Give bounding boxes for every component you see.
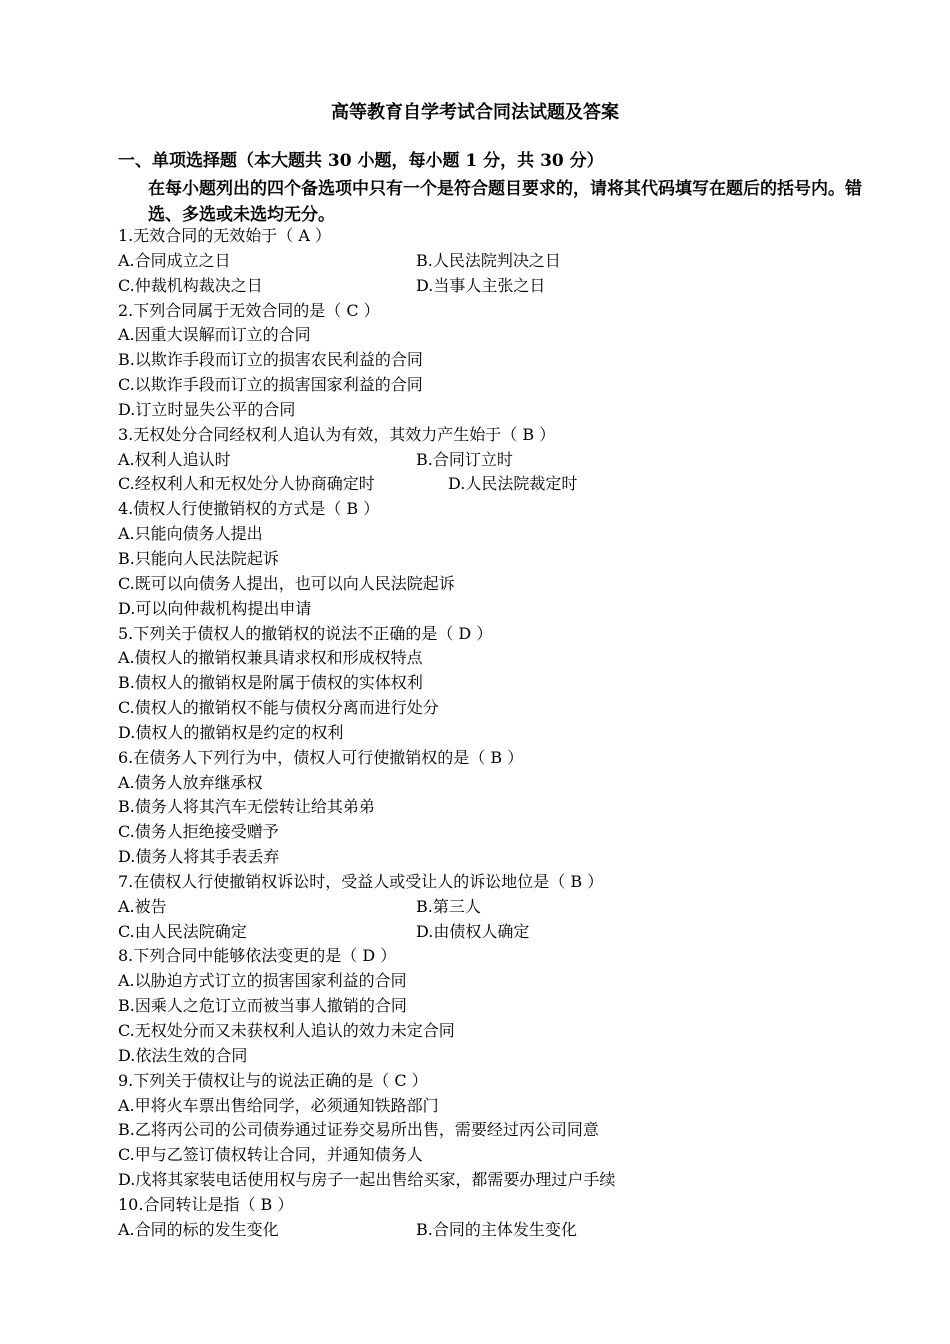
- option-c: C.经权利人和无权处分人协商确定时: [118, 474, 375, 494]
- option-b: B.因乘人之危订立而被当事人撤销的合同: [118, 996, 407, 1016]
- option-d: D.债权人的撤销权是约定的权利: [118, 722, 344, 742]
- option-b: B.只能向人民法院起诉: [118, 548, 279, 568]
- option-b: B.债务人将其汽车无偿转让给其弟弟: [118, 797, 375, 817]
- option-row: [118, 249, 898, 274]
- option-d: D.戊将其家装电话使用权与房子一起出售给买家，都需要办理过户手续: [118, 1170, 616, 1190]
- option-d: D.人民法院裁定时: [448, 474, 578, 494]
- emphasis-char: 正: [373, 623, 390, 643]
- option-a: A.权利人追认时: [118, 449, 231, 469]
- page-title: 高等教育自学考试合同法试题及答案: [331, 102, 619, 123]
- option-d: D.债务人将其手表丢弃: [118, 847, 280, 867]
- option-d: D.订立时显失公平的合同: [118, 399, 296, 419]
- option-c: C.债权人的撤销权不能与债权分离而进行处分: [118, 698, 439, 718]
- option-b: B.乙将丙公司的公司债券通过证券交易所出售，需要经过丙公司同意: [118, 1120, 599, 1140]
- option-a: A.因重大误解而订立的合同: [118, 325, 311, 345]
- option-a: A.合同成立之日: [118, 250, 231, 270]
- option-a: A.以胁迫方式订立的损害国家利益的合同: [118, 971, 407, 991]
- section-heading: 一、单项选择题（本大题共 30 小题，每小题 1 分，共 30 分）: [118, 151, 604, 171]
- option-b: B.债权人的撤销权是附属于债权的实体权利: [118, 673, 423, 693]
- option-row: [118, 920, 898, 945]
- option-c: C.仲裁机构裁决之日: [118, 275, 263, 295]
- option-b: B.人民法院判决之日: [416, 250, 561, 270]
- option-row: [118, 274, 898, 299]
- question-stem: 10.合同转让是指（ B ）: [118, 1194, 294, 1214]
- emphasis-char: 确: [389, 623, 406, 643]
- option-c: C.以欺诈手段而订立的损害国家利益的合同: [118, 375, 423, 395]
- question-stem: 7.在债权人行使撤销权诉讼时，受益人或受让人的诉讼地位是（ B ）: [118, 871, 604, 891]
- option-a: A.被告: [118, 896, 167, 916]
- option-c: C.由人民法院确定: [118, 921, 247, 941]
- option-row: [118, 472, 898, 497]
- option-row: [118, 1218, 898, 1243]
- option-d: D.当事人主张之日: [416, 275, 546, 295]
- option-d: D.依法生效的合同: [118, 1045, 248, 1065]
- option-d: D.由债权人确定: [416, 921, 530, 941]
- question-stem: 9.下列关于债权让与的说法正确的是（ C ）: [118, 1070, 428, 1090]
- emphasis-word: [357, 624, 405, 643]
- option-a: A.合同的标的发生变化: [118, 1219, 279, 1239]
- question-stem: 8.下列合同中能够依法变更的是（ D ）: [118, 946, 397, 966]
- question-stem: [118, 622, 898, 647]
- question-list: [118, 224, 898, 1243]
- emphasis-char: 不: [357, 623, 374, 643]
- option-c: C.无权处分而又未获权利人追认的效力未定合同: [118, 1021, 455, 1040]
- option-d: D.可以向仲裁机构提出申请: [118, 598, 312, 618]
- option-a: A.债务人放弃继承权: [118, 772, 263, 792]
- question-stem: 4.债权人行使撤销权的方式是（ B ）: [118, 499, 380, 519]
- option-c: C.甲与乙签订债权转让合同，并通知债务人: [118, 1145, 423, 1165]
- section-instruction: 在每小题列出的四个备选项中只有一个是符合题目要求的，请将其代码填写在题后的括号内。错选、多选或未选均无分。: [148, 179, 862, 225]
- question-stem: 1.无效合同的无效始于（ A ）: [118, 226, 331, 245]
- option-b: B.合同的主体发生变化: [416, 1219, 577, 1239]
- option-row: [118, 895, 898, 920]
- option-b: B.合同订立时: [416, 449, 513, 469]
- option-c: C.既可以向债务人提出，也可以向人民法院起诉: [118, 573, 455, 593]
- option-a: A.只能向债务人提出: [118, 524, 263, 544]
- question-stem: 6.在债务人下列行为中，债权人可行使撤销权的是（ B ）: [118, 747, 524, 767]
- question-stem: 3.无权处分合同经权利人追认为有效，其效力产生始于（ B ）: [118, 424, 556, 444]
- option-b: B.第三人: [416, 896, 481, 916]
- question-stem: 2.下列合同属于无效合同的是（ C ）: [118, 300, 380, 320]
- option-c: C.债务人拒绝接受赠予: [118, 822, 279, 842]
- option-row: [118, 448, 898, 473]
- option-b: B.以欺诈手段而订立的损害农民利益的合同: [118, 350, 423, 370]
- option-a: A.债权人的撤销权兼具请求权和形成权特点: [118, 648, 423, 668]
- question-stem-post: 的是（ D ）: [405, 623, 493, 643]
- option-a: A.甲将火车票出售给同学，必须通知铁路部门: [118, 1095, 439, 1115]
- question-stem-pre: 5.下列关于债权人的撤销权的说法: [118, 623, 358, 643]
